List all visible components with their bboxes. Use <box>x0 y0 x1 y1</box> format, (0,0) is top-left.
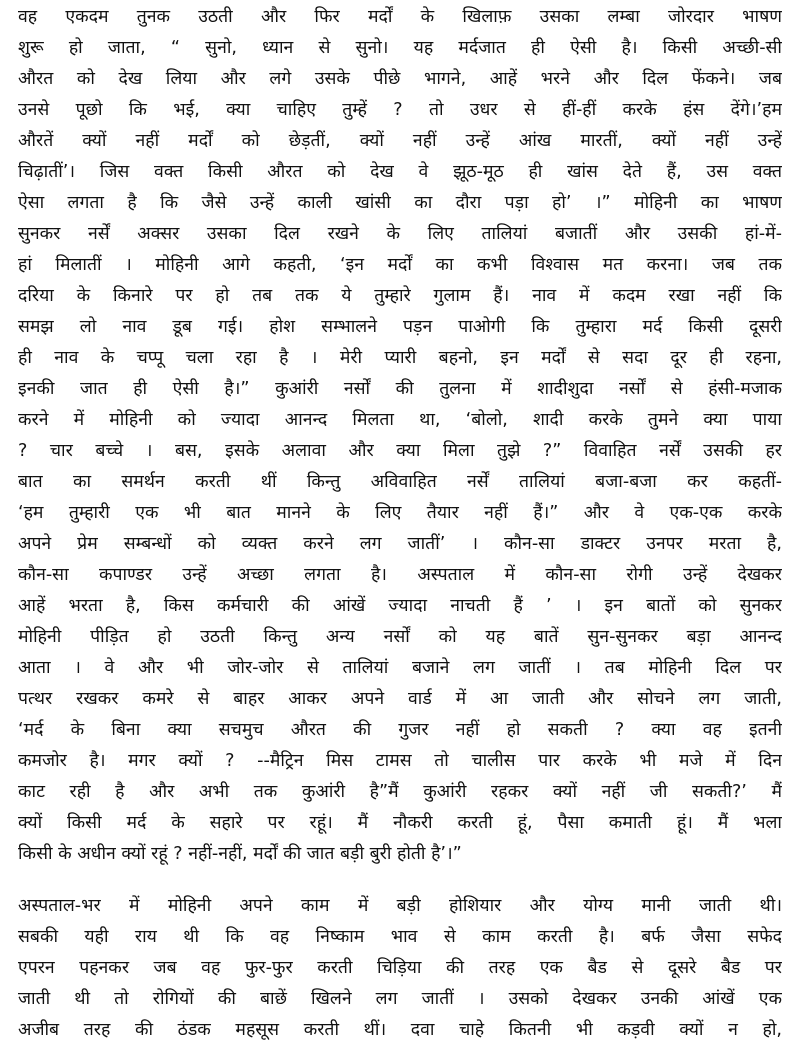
text-line: ‘मर्द के बिना क्या सचमुच औरत की गुजर नहीं हो सकती ? क्या वह इतनी <box>18 720 782 740</box>
text-line: अपने प्रेम सम्बन्धों को व्यक्त करने लग जातीं’ । कौन-सा डाक्टर उनपर मरता है, <box>18 534 782 554</box>
text-line: अजीब तरह की ठंडक महसूस करती थीं। दवा चाहे कितनी भी कड़वी क्यों न हो, <box>18 1020 782 1040</box>
text-line: आहें भरता है, किस कर्मचारी की आंखें ज्यादा नाचती हैं ’ । इन बातों को सुनकर <box>18 596 782 616</box>
text-line: दरिया के किनारे पर हो तब तक ये तुम्हारे गुलाम हैं। नाव में कदम रखा नहीं कि <box>18 286 782 306</box>
text-line: वह एकदम तुनक उठती और फिर मर्दों के खिलाफ़ उसका लम्बा जोरदार भाषण <box>18 7 782 27</box>
text-line: काट रही है और अभी तक कुआंरी है”मैं कुआंरी रहकर क्यों नहीं जी सकती?’ मैं <box>18 782 782 802</box>
text-line: ‘हम तुम्हारी एक भी बात मानने के लिए तैयार नहीं हैं।” और वे एक-एक करके <box>18 503 782 523</box>
text-line: औरतें क्यों नहीं मर्दों को छेड़तीं, क्यों नहीं उन्हें आंख मारतीं, क्यों नहीं उन्हें <box>18 131 782 151</box>
text-line: बात का समर्थन करती थीं किन्तु अविवाहित नर्सें तालियां बजा-बजा कर कहतीं- <box>18 472 782 492</box>
text-line: क्यों किसी मर्द के सहारे पर रहूं। मैं नौकरी करती हूं, पैसा कमाती हूं। मैं भला <box>18 813 782 833</box>
paragraph <box>18 2 782 870</box>
text-line: उनसे पूछो कि भई, क्या चाहिए तुम्हें ? तो उधर से हीं-हीं करके हंस देंगे।’हम <box>18 100 782 120</box>
text-line: अस्पताल-भर में मोहिनी अपने काम में बड़ी होशियार और योग्य मानी जाती थी। <box>18 896 782 916</box>
text-line: कमजोर है। मगर क्यों ? --मैट्रिन मिस टामस तो चालीस पार करके भी मजे में दिन <box>18 751 782 771</box>
text-line: जाती थी तो रोगियों की बाछें खिलने लग जातीं । उसको देखकर उनकी आंखें एक <box>18 989 782 1009</box>
text-line: ऐसा लगता है कि जैसे उन्हें काली खांसी का दौरा पड़ा हो’ ।” मोहिनी का भाषण <box>18 193 782 213</box>
text-line: ? चार बच्चे । बस, इसके अलावा और क्या मिला तुझे ?” विवाहित नर्सें उसकी हर <box>18 441 782 461</box>
text-line: चिढ़ातीं’। जिस वक्त किसी औरत को देख वे झूठ-मूठ ही खांस देते हैं, उस वक्त <box>18 162 782 182</box>
text-line: एपरन पहनकर जब वह फुर-फुर करती चिड़िया की तरह एक बैड से दूसरे बैड पर <box>18 958 782 978</box>
text-line: किसी के अधीन क्यों रहूं ? नहीं-नहीं, मर्दों की जात बड़ी बुरी होती है’।” <box>18 844 462 864</box>
document-page <box>18 2 782 1046</box>
text-line: सबकी यही राय थी कि वह निष्काम भाव से काम करती है। बर्फ जैसा सफेद <box>18 927 782 947</box>
text-line: समझ लो नाव डूब गई। होश सम्भालने पड़न पाओगी कि तुम्हारा मर्द किसी दूसरी <box>18 317 782 337</box>
text-line: कौन-सा कपाण्डर उन्हें अच्छा लगता है। अस्पताल में कौन-सा रोगी उन्हें देखकर <box>18 565 782 585</box>
text-line: औरत को देख लिया और लगे उसके पीछे भागने, आहें भरने और दिल फेंकने। जब <box>18 69 782 89</box>
paragraph <box>18 891 782 1046</box>
text-line: ही नाव के चप्पू चला रहा है । मेरी प्यारी बहनो, इन मर्दों से सदा दूर ही रहना, <box>18 348 782 368</box>
text-line: मोहिनी पीड़ित हो उठती किन्तु अन्य नर्सों को यह बातें सुन-सुनकर बड़ा आनन्द <box>18 627 782 647</box>
text-line: आता । वे और भी जोर-जोर से तालियां बजाने लग जातीं । तब मोहिनी दिल पर <box>18 658 782 678</box>
text-line: करने में मोहिनी को ज्यादा आनन्द मिलता था, ‘बोलो, शादी करके तुमने क्या पाया <box>18 410 782 430</box>
text-line: हां मिलातीं । मोहिनी आगे कहती, ‘इन मर्दों का कभी विश्वास मत करना। जब तक <box>18 255 782 275</box>
text-line: शुरू हो जाता, “ सुनो, ध्यान से सुनो। यह मर्दजात ही ऐसी है। किसी अच्छी-सी <box>18 38 782 58</box>
paragraph-spacer <box>18 870 782 891</box>
text-line: पत्थर रखकर कमरे से बाहर आकर अपने वार्ड में आ जाती और सोचने लग जाती, <box>18 689 782 709</box>
text-line: इनकी जात ही ऐसी है।” कुआंरी नर्सों की तुलना में शादीशुदा नर्सों से हंसी-मजाक <box>18 379 782 399</box>
text-line: सुनकर नर्सें अक्सर उसका दिल रखने के लिए तालियां बजातीं और उसकी हां-में- <box>18 224 782 244</box>
